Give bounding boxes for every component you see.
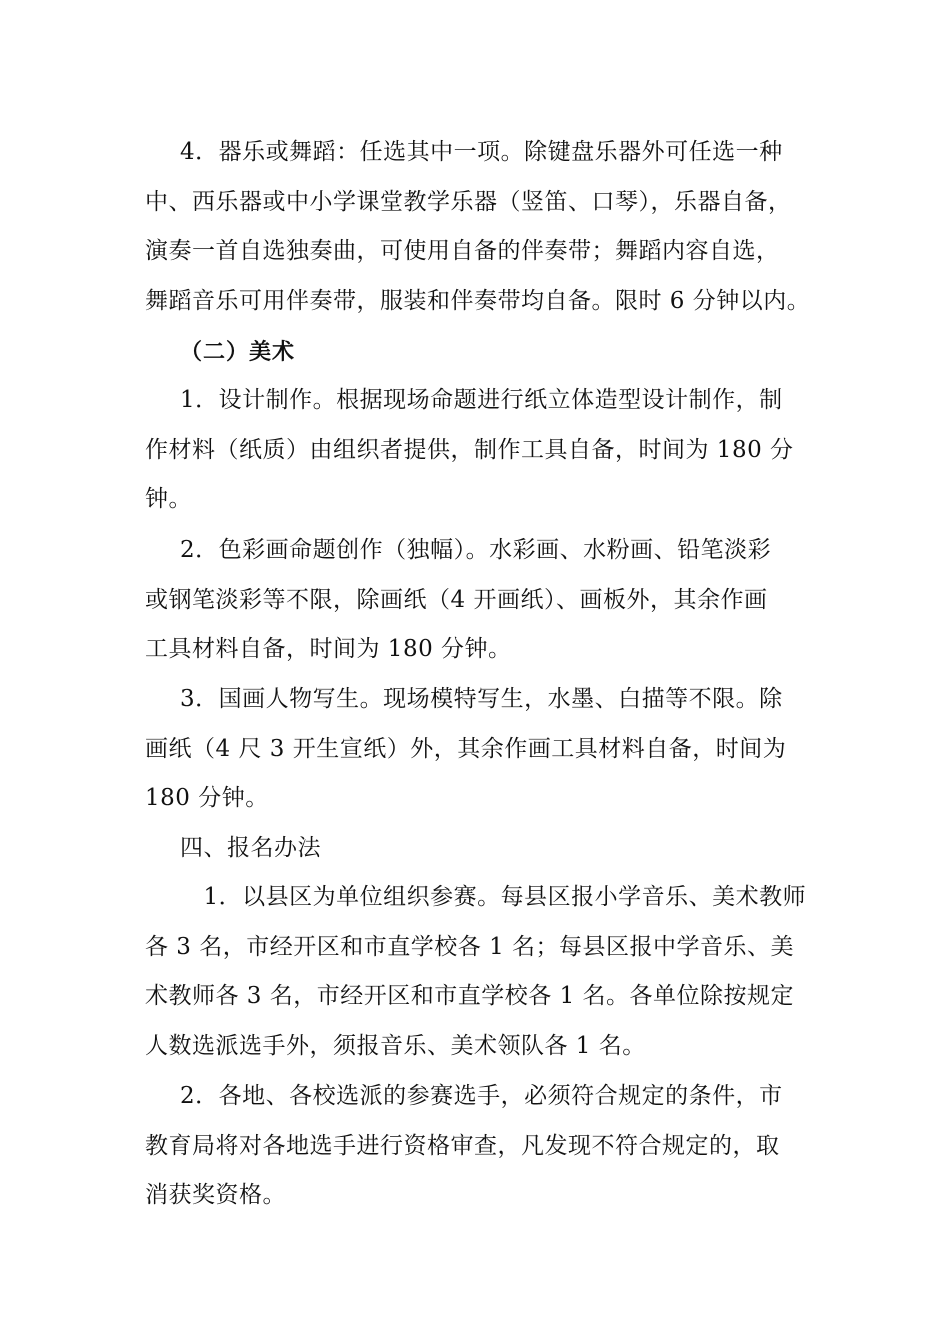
text-line: 3．国画人物写生。现场模特写生，水墨、白描等不限。除 xyxy=(180,686,783,712)
text-line: 画纸（4 尺 3 开生宣纸）外，其余作画工具材料自备，时间为 xyxy=(145,735,787,762)
text-line: 钟。 xyxy=(145,486,192,513)
paragraph-art-item-2 xyxy=(145,526,815,675)
text-line: 4．器乐或舞蹈：任选其中一项。除键盘乐器外可任选一种 xyxy=(180,139,783,165)
text-line: 作材料（纸质）由组织者提供，制作工具自备，时间为 180 分 xyxy=(145,436,794,463)
text-line: 或钢笔淡彩等不限，除画纸（4 开画纸）、画板外，其余作画 xyxy=(145,586,768,613)
text-line: 180 分钟。 xyxy=(145,785,269,812)
paragraph-signup-item-1 xyxy=(145,873,815,1071)
paragraph-art-item-1 xyxy=(145,376,815,525)
text-line: 术教师各 3 名，市经开区和市直学校各 1 名。各单位除按规定 xyxy=(145,983,795,1010)
text-line: 舞蹈音乐可用伴奏带，服装和伴奏带均自备。限时 6 分钟以内。 xyxy=(145,287,811,314)
section-heading-signup: 四、报名办法 xyxy=(180,835,321,861)
text-line: 中、西乐器或中小学课堂教学乐器（竖笛、口琴），乐器自备， xyxy=(145,188,792,215)
text-line: 教育局将对各地选手进行资格审查，凡发现不符合规定的，取 xyxy=(145,1132,780,1159)
text-line: 消获奖资格。 xyxy=(145,1182,286,1209)
paragraph-music-item-4 xyxy=(145,128,815,326)
section-heading-art: （二）美术 xyxy=(180,340,296,365)
text-line: 工具材料自备，时间为 180 分钟。 xyxy=(145,636,512,663)
text-line: 1．设计制作。根据现场命题进行纸立体造型设计制作，制 xyxy=(180,387,783,413)
paragraph-art-item-3 xyxy=(145,675,815,824)
text-line: 2．色彩画命题创作（独幅）。水彩画、水粉画、铅笔淡彩 xyxy=(180,537,772,563)
paragraph-signup-item-2 xyxy=(145,1072,815,1221)
text-line: 1．以县区为单位组织参赛。每县区报小学音乐、美术教师 xyxy=(180,884,807,910)
text-line: 人数选派选手外，须报音乐、美术领队各 1 名。 xyxy=(145,1032,646,1059)
text-line: 2．各地、各校选派的参赛选手，必须符合规定的条件，市 xyxy=(180,1083,783,1109)
text-line: 演奏一首自选独奏曲，可使用自备的伴奏带；舞蹈内容自选， xyxy=(145,238,780,265)
text-line: 各 3 名，市经开区和市直学校各 1 名；每县区报中学音乐、美 xyxy=(145,933,795,960)
